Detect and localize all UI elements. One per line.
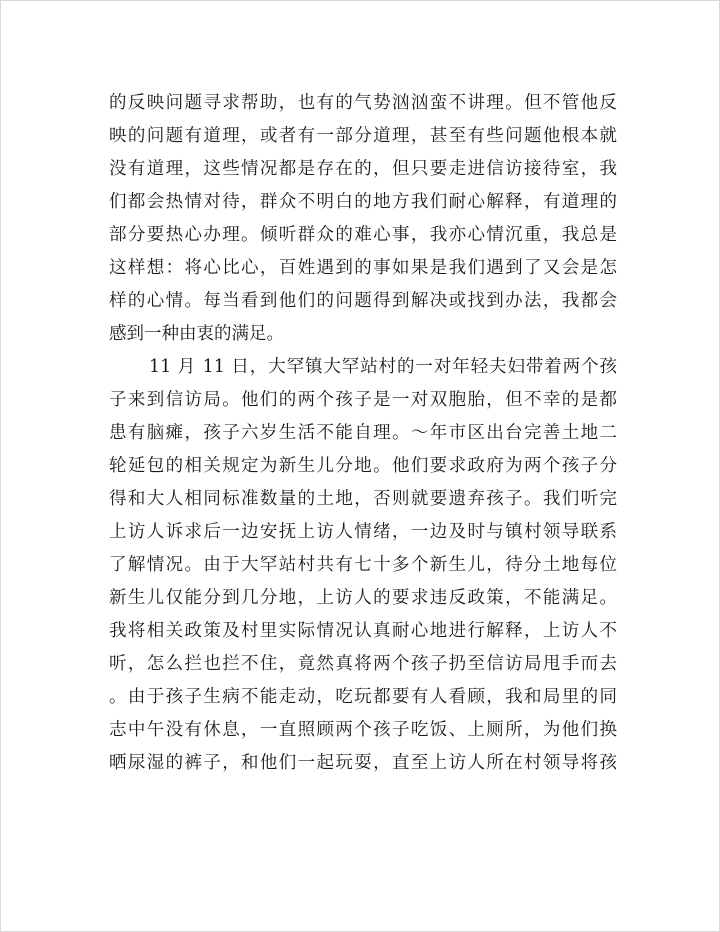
paragraph-1 — [109, 87, 617, 351]
paragraph-line: 了解情况。由于大罕站村共有七十多个新生儿，待分土地每位 — [109, 555, 617, 575]
paragraph-line: 晒尿湿的裤子，和他们一起玩耍，直至上访人所在村领导将孩 — [109, 753, 617, 773]
paragraph-line: 映的问题有道理，或者有一部分道理，甚至有些问题他根本就 — [109, 126, 617, 146]
paragraph-line: 新生儿仅能分到几分地，上访人的要求违反政策，不能满足。 — [109, 588, 617, 608]
paragraph-line: 没有道理，这些情况都是存在的，但只要走进信访接待室，我 — [109, 159, 617, 179]
paragraph-line: 这样想：将心比心，百姓遇到的事如果是我们遇到了又会是怎 — [109, 258, 617, 278]
paragraph-line: 感到一种由衷的满足。 — [109, 324, 284, 344]
paragraph-line: 子来到信访局。他们的两个孩子是一对双胞胎，但不幸的是都 — [109, 390, 617, 410]
paragraph-line: 听，怎么拦也拦不住，竟然真将两个孩子扔至信访局甩手而去 — [109, 654, 617, 674]
paragraph-line: 部分要热心办理。倾听群众的难心事，我亦心情沉重，我总是 — [109, 225, 617, 245]
paragraph-line: 们都会热情对待，群众不明白的地方我们耐心解释，有道理的 — [109, 192, 617, 212]
document-body — [109, 87, 617, 780]
paragraph-2 — [109, 351, 617, 780]
paragraph-line: 11 月 11 日，大罕镇大罕站村的一对年轻夫妇带着两个孩 — [149, 357, 617, 377]
paragraph-line: 上访人诉求后一边安抚上访人情绪，一边及时与镇村领导联系 — [109, 522, 617, 542]
paragraph-line: 我将相关政策及村里实际情况认真耐心地进行解释，上访人不 — [109, 621, 617, 641]
paragraph-line: 志中午没有休息，一直照顾两个孩子吃饭、上厕所，为他们换 — [109, 720, 617, 740]
paragraph-line: 患有脑瘫，孩子六岁生活不能自理。～年市区出台完善土地二 — [109, 423, 617, 443]
paragraph-line: 得和大人相同标准数量的土地，否则就要遗弃孩子。我们听完 — [109, 489, 617, 509]
paragraph-line: 样的心情。每当看到他们的问题得到解决或找到办法，我都会 — [109, 291, 617, 311]
paragraph-line: 轮延包的相关规定为新生儿分地。他们要求政府为两个孩子分 — [109, 456, 617, 476]
paragraph-line: 的反映问题寻求帮助，也有的气势汹汹蛮不讲理。但不管他反 — [109, 93, 617, 113]
paragraph-line: 。由于孩子生病不能走动，吃玩都要有人看顾，我和局里的同 — [109, 687, 617, 707]
